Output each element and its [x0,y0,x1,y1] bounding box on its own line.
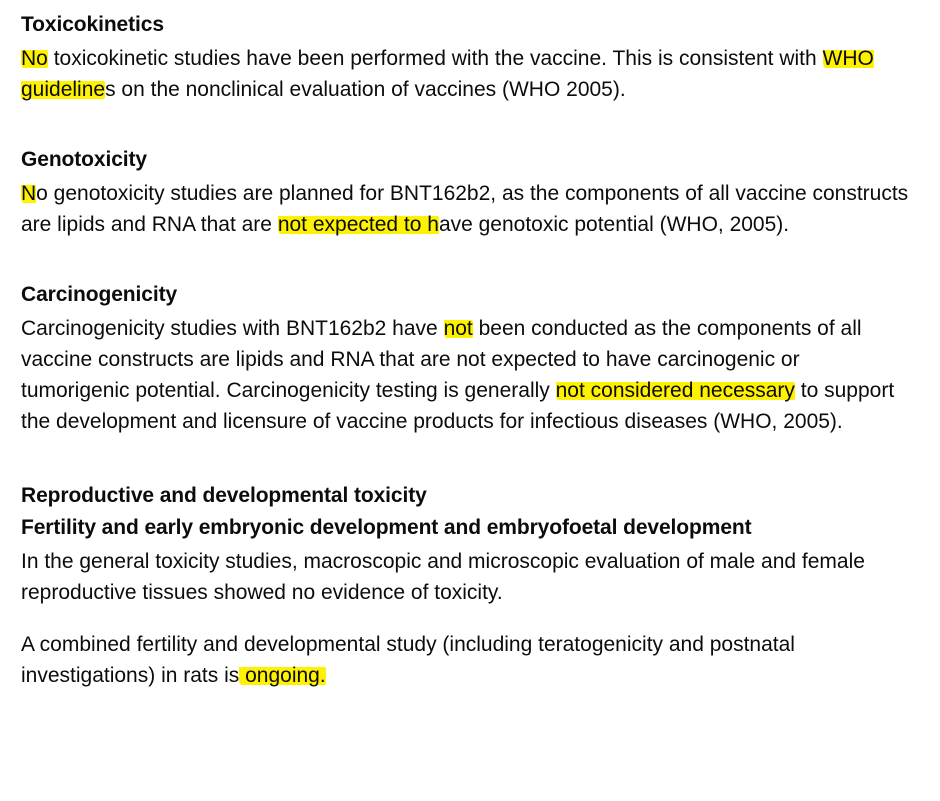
text-span: toxicokinetic studies have been performed with the vaccine. This is consistent with [47,47,823,70]
highlight-no: No [21,47,48,70]
text-span: s on the nonclinical evaluation of vaccines (WHO 2005). [105,78,626,101]
highlight-not-expected: not expected to h [277,213,439,236]
highlight-not-considered-necessary: not considered necessary [555,379,795,402]
text-span: A combined fertility and developmental study (including teratogenicity and postnatal investigations) in rats is [21,633,795,687]
highlight-n: N [21,182,37,205]
paragraph-carcinogenicity [21,313,911,437]
section-reproductive-toxicity [21,481,940,691]
section-genotoxicity [21,145,940,240]
highlight-ongoing: ongoing. [239,664,326,687]
highlight-not: not [443,317,473,340]
paragraph-genotoxicity [21,178,911,240]
text-span: o genotoxicity studies are planned for BNT162b2, as the components of all vaccine constructs are lipids and RNA that are [21,182,909,236]
text-span: ave genotoxic potential (WHO, 2005). [438,213,790,236]
heading-genotoxicity: Genotoxicity [21,148,147,171]
paragraph-general-toxicity: In the general toxicity studies, macroscopic and microscopic evaluation of male and female reproductive tissues showed no evidence of toxicity. [21,550,865,604]
text-span: Carcinogenicity studies with BNT162b2 have [21,317,444,340]
heading-toxicokinetics: Toxicokinetics [21,13,164,36]
highlight-who-guidelines: WHO guideline [21,47,874,101]
section-carcinogenicity [21,280,940,437]
section-toxicokinetics [21,10,940,105]
paragraph-combined-study [21,629,911,691]
paragraph-toxicokinetics [21,43,911,105]
heading-carcinogenicity: Carcinogenicity [21,283,178,306]
text-span: to support the development and licensure of vaccine products for infectious diseases (WHO, 2005). [21,379,895,433]
text-span: been conducted as the components of all vaccine constructs are lipids and RNA that are not expected to have carcinogenic or tumorigenic potential. Carcinogenicity testing is generally [21,317,862,402]
heading-reproductive-toxicity: Reproductive and developmental toxicity [21,484,427,507]
subheading-fertility: Fertility and early embryonic development and embryofoetal development [21,516,752,539]
